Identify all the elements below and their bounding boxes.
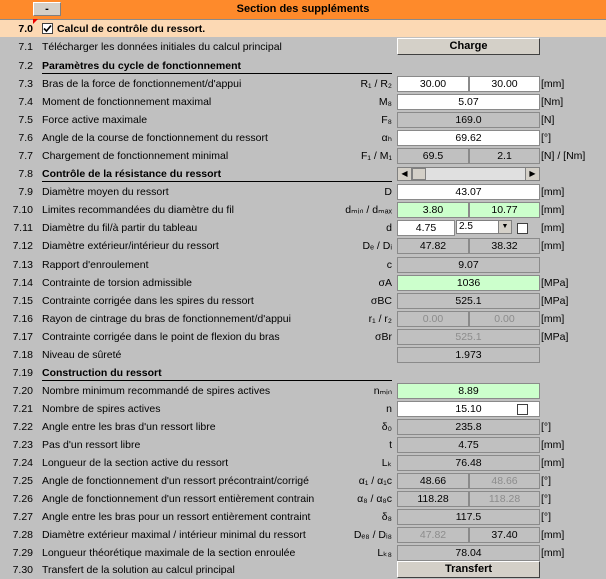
row-unit: [mm] bbox=[541, 240, 565, 252]
row-label: Angle de fonctionnement d'un ressort précontraint/corrigé bbox=[42, 475, 309, 487]
row-number: 7.28 bbox=[12, 529, 33, 541]
row-number: 7.9 bbox=[18, 186, 33, 198]
active-coils-input[interactable]: 15.10 bbox=[397, 401, 540, 417]
row-unit: [mm] bbox=[541, 204, 565, 216]
row-number: 7.23 bbox=[12, 439, 33, 451]
row-unit: [°] bbox=[541, 421, 552, 433]
stroke-angle-input[interactable]: 69.62 bbox=[397, 130, 540, 146]
check-icon bbox=[43, 24, 52, 33]
diameter-scrollbar[interactable] bbox=[397, 167, 540, 181]
row-label: Longueur de la section active du ressort bbox=[42, 457, 229, 469]
row-unit: [MPa] bbox=[541, 295, 569, 307]
row-label: Contrainte corrigée dans les spires du ressort bbox=[42, 295, 254, 307]
row-7-28 bbox=[0, 526, 606, 544]
mean-diameter-input[interactable]: 43.07 bbox=[397, 184, 540, 200]
row-unit: [Nm] bbox=[541, 96, 564, 108]
row-number: 7.17 bbox=[12, 331, 33, 343]
scroll-right-icon[interactable]: ▶ bbox=[525, 168, 539, 180]
row-number: 7.12 bbox=[12, 240, 33, 252]
row-symbol: F₈ bbox=[381, 114, 392, 126]
row-number: 7.7 bbox=[18, 150, 33, 162]
row-7-1 bbox=[0, 38, 606, 56]
subsection-underline bbox=[42, 73, 392, 74]
row-number: 7.3 bbox=[18, 78, 33, 90]
row-label: Diamètre du fil/à partir du tableau bbox=[42, 222, 198, 234]
row-number: 7.0 bbox=[18, 23, 33, 35]
row-number: 7.5 bbox=[18, 114, 33, 126]
row-label: Nombre minimum recommandé de spires actives bbox=[42, 385, 271, 397]
row-symbol: c bbox=[386, 259, 392, 271]
row-7-3 bbox=[0, 75, 606, 93]
row-7-12 bbox=[0, 237, 606, 255]
preload-angle-corrected-value: 48.66 bbox=[469, 473, 540, 489]
row-7-11 bbox=[0, 219, 606, 237]
row-7-10 bbox=[0, 201, 606, 219]
row-7-8 bbox=[0, 165, 606, 183]
row-label: Nombre de spires actives bbox=[42, 403, 161, 415]
row-label: Chargement de fonctionnement minimal bbox=[42, 150, 229, 162]
wire-diameter-input[interactable]: 4.75 bbox=[397, 220, 455, 236]
collapse-button[interactable]: - bbox=[33, 2, 61, 16]
outer-diameter-value: 47.82 bbox=[397, 238, 469, 254]
row-7-21 bbox=[0, 400, 606, 418]
row-7-18 bbox=[0, 346, 606, 364]
row-symbol: F₁ / M₁ bbox=[361, 150, 392, 162]
coils-lock-checkbox[interactable] bbox=[517, 404, 528, 415]
row-unit: [mm] bbox=[541, 78, 565, 90]
row-number: 7.30 bbox=[12, 564, 33, 576]
row-unit: [MPa] bbox=[541, 277, 569, 289]
working-arm-input[interactable]: 30.00 bbox=[397, 76, 469, 92]
row-symbol: Dₑ₈ / Dᵢ₈ bbox=[353, 529, 392, 541]
scroll-thumb[interactable] bbox=[412, 168, 426, 180]
row-number: 7.22 bbox=[12, 421, 33, 433]
row-symbol: α₁ / α₁c bbox=[358, 475, 392, 487]
row-label: Transfert de la solution au calcul principal bbox=[42, 564, 235, 576]
row-number: 7.16 bbox=[12, 313, 33, 325]
row-symbol: D bbox=[384, 186, 392, 198]
arm-bend-stress-value: 525.1 bbox=[397, 329, 540, 345]
row-label: Télécharger les données initiales du calcul principal bbox=[42, 41, 282, 53]
row-number: 7.4 bbox=[18, 96, 33, 108]
row-label: Contrainte corrigée dans le point de flexion du bras bbox=[42, 331, 280, 343]
row-label: Contrainte de torsion admissible bbox=[42, 277, 192, 289]
wire-min-value: 3.80 bbox=[397, 202, 469, 218]
coil-stress-value: 525.1 bbox=[397, 293, 540, 309]
row-number: 7.26 bbox=[12, 493, 33, 505]
section-label: Calcul de contrôle du ressort. bbox=[57, 23, 206, 35]
row-unit: [mm] bbox=[541, 457, 565, 469]
row-number: 7.24 bbox=[12, 457, 33, 469]
use-table-checkbox[interactable] bbox=[517, 223, 528, 234]
full-load-angle-value: 118.28 bbox=[397, 491, 469, 507]
row-7-20 bbox=[0, 382, 606, 400]
row-number: 7.21 bbox=[12, 403, 33, 415]
row-unit: [°] bbox=[541, 132, 552, 144]
subsection-title: Construction du ressort bbox=[42, 367, 162, 379]
wire-table-select[interactable] bbox=[456, 220, 512, 234]
min-moment-value: 2.1 bbox=[469, 148, 540, 164]
row-7-4 bbox=[0, 93, 606, 111]
row-symbol: t bbox=[389, 439, 392, 451]
row-symbol: M₈ bbox=[378, 96, 392, 108]
min-force-value: 69.5 bbox=[397, 148, 469, 164]
subsection-title: Paramètres du cycle de fonctionnement bbox=[42, 60, 241, 72]
subsection-underline bbox=[42, 181, 392, 182]
row-label: Niveau de sûreté bbox=[42, 349, 122, 361]
row-symbol: Lₖ bbox=[381, 457, 392, 469]
row-symbol: δ₀ bbox=[381, 421, 392, 433]
row-unit: [mm] bbox=[541, 222, 565, 234]
row-unit: [mm] bbox=[541, 529, 565, 541]
row-symbol: n bbox=[386, 403, 392, 415]
row-label: Angle de fonctionnement d'un ressort entièrement contrain bbox=[42, 493, 315, 505]
select-value: 2.5 bbox=[459, 221, 473, 232]
row-7-15 bbox=[0, 292, 606, 310]
row-unit: [N] bbox=[541, 114, 555, 126]
row-number: 7.18 bbox=[12, 349, 33, 361]
free-pitch-value: 4.75 bbox=[397, 437, 540, 453]
full-load-angle-corrected-value: 118.28 bbox=[469, 491, 540, 507]
row-7-24 bbox=[0, 454, 606, 472]
section-title: Section des suppléments bbox=[236, 3, 370, 15]
row-unit: [mm] bbox=[541, 547, 565, 559]
row-number: 7.20 bbox=[12, 385, 33, 397]
active-length-value: 76.48 bbox=[397, 455, 540, 471]
row-label: Limites recommandées du diamètre du fil bbox=[42, 204, 235, 216]
max-outer-diameter-value: 47.82 bbox=[397, 527, 469, 543]
bend-radius-1-input[interactable]: 0.00 bbox=[397, 311, 469, 327]
row-7-2 bbox=[0, 57, 606, 75]
row-unit: [MPa] bbox=[541, 331, 569, 343]
row-label: Moment de fonctionnement maximal bbox=[42, 96, 212, 108]
row-number: 7.14 bbox=[12, 277, 33, 289]
row-unit: [mm] bbox=[541, 186, 565, 198]
subsection-underline bbox=[42, 380, 392, 381]
row-7-22 bbox=[0, 418, 606, 436]
enable-checkbox[interactable] bbox=[42, 23, 53, 34]
row-symbol: αₕ bbox=[381, 132, 392, 144]
row-7-23 bbox=[0, 436, 606, 454]
row-number: 7.25 bbox=[12, 475, 33, 487]
loaded-arm-angle-value: 117.5 bbox=[397, 509, 540, 525]
min-coils-value: 8.89 bbox=[397, 383, 540, 399]
row-label: Rayon de cintrage du bras de fonctionnement/d'appui bbox=[42, 313, 291, 325]
chevron-down-icon[interactable]: ▼ bbox=[498, 221, 511, 233]
row-7-9 bbox=[0, 183, 606, 201]
row-label: Angle de la course de fonctionnement du ressort bbox=[42, 132, 268, 144]
row-label: Diamètre extérieur/intérieur du ressort bbox=[42, 240, 219, 252]
row-unit: [°] bbox=[541, 493, 552, 505]
section-row-7-0 bbox=[0, 19, 606, 37]
row-number: 7.2 bbox=[18, 60, 33, 72]
row-symbol: Dₑ / Dᵢ bbox=[362, 240, 392, 252]
row-unit: [°] bbox=[541, 475, 552, 487]
row-symbol: R₁ / R₂ bbox=[360, 78, 392, 90]
row-label: Bras de la force de fonctionnement/d'appui bbox=[42, 78, 242, 90]
row-number: 7.13 bbox=[12, 259, 33, 271]
bend-radius-2-input[interactable]: 0.00 bbox=[469, 311, 540, 327]
inner-diameter-value: 38.32 bbox=[469, 238, 540, 254]
row-7-6 bbox=[0, 129, 606, 147]
row-number: 7.27 bbox=[12, 511, 33, 523]
row-number: 7.6 bbox=[18, 132, 33, 144]
row-7-5 bbox=[0, 111, 606, 129]
row-symbol: δ₈ bbox=[381, 511, 392, 523]
safety-factor-value: 1.973 bbox=[397, 347, 540, 363]
row-unit: [mm] bbox=[541, 439, 565, 451]
row-symbol: σBC bbox=[370, 295, 392, 307]
transfer-button[interactable]: Transfert bbox=[397, 561, 540, 578]
row-number: 7.11 bbox=[13, 222, 33, 234]
row-unit: [N] / [Nm] bbox=[541, 150, 586, 162]
preload-angle-value: 48.66 bbox=[397, 473, 469, 489]
row-label: Pas d'un ressort libre bbox=[42, 439, 141, 451]
row-symbol: α₈ / α₈c bbox=[357, 493, 392, 505]
row-label: Angle entre les bras d'un ressort libre bbox=[42, 421, 216, 433]
support-arm-input[interactable]: 30.00 bbox=[469, 76, 540, 92]
row-symbol: nₘᵢₙ bbox=[373, 385, 392, 397]
comment-marker bbox=[33, 19, 38, 24]
row-label: Angle entre les bras pour un ressort entièrement contraint bbox=[42, 511, 311, 523]
winding-ratio-value: 9.07 bbox=[397, 257, 540, 273]
row-number: 7.10 bbox=[12, 204, 33, 216]
row-7-17 bbox=[0, 328, 606, 346]
max-wound-length-value: 78.04 bbox=[397, 545, 540, 561]
max-force-value: 169.0 bbox=[397, 112, 540, 128]
row-7-7 bbox=[0, 147, 606, 165]
row-label: Force active maximale bbox=[42, 114, 148, 126]
subsection-title: Contrôle de la résistance du ressort bbox=[42, 168, 222, 180]
row-7-30 bbox=[0, 561, 606, 579]
row-label: Diamètre extérieur maximal / intérieur minimal du ressort bbox=[42, 529, 306, 541]
row-unit: [mm] bbox=[541, 313, 565, 325]
row-symbol: σA bbox=[378, 277, 392, 289]
row-7-26 bbox=[0, 490, 606, 508]
row-number: 7.1 bbox=[18, 41, 33, 53]
row-7-16 bbox=[0, 310, 606, 328]
row-7-14 bbox=[0, 274, 606, 292]
row-7-29 bbox=[0, 544, 606, 562]
wire-max-value: 10.77 bbox=[469, 202, 540, 218]
row-7-13 bbox=[0, 256, 606, 274]
row-symbol: σBr bbox=[375, 331, 392, 343]
row-number: 7.15 bbox=[12, 295, 33, 307]
row-label: Longueur théorétique maximale de la section enroulée bbox=[42, 547, 296, 559]
row-symbol: r₁ / r₂ bbox=[368, 313, 392, 325]
row-symbol: dₘᵢₙ / dₘₐₓ bbox=[345, 204, 392, 216]
max-moment-input[interactable]: 5.07 bbox=[397, 94, 540, 110]
scroll-left-icon[interactable]: ◀ bbox=[398, 168, 412, 180]
free-arm-angle-value: 235.8 bbox=[397, 419, 540, 435]
min-inner-diameter-value: 37.40 bbox=[469, 527, 540, 543]
section-header-bar bbox=[0, 0, 606, 19]
row-unit: [°] bbox=[541, 511, 552, 523]
row-label: Diamètre moyen du ressort bbox=[42, 186, 169, 198]
row-7-19 bbox=[0, 364, 606, 382]
row-7-27 bbox=[0, 508, 606, 526]
row-number: 7.19 bbox=[12, 367, 33, 379]
row-number: 7.8 bbox=[18, 168, 33, 180]
row-symbol: Lₖ₈ bbox=[377, 547, 392, 559]
row-symbol: d bbox=[386, 222, 392, 234]
allowable-stress-value: 1036 bbox=[397, 275, 540, 291]
row-number: 7.29 bbox=[12, 547, 33, 559]
row-label: Rapport d'enroulement bbox=[42, 259, 149, 271]
row-7-25 bbox=[0, 472, 606, 490]
load-button[interactable]: Charge bbox=[397, 38, 540, 55]
